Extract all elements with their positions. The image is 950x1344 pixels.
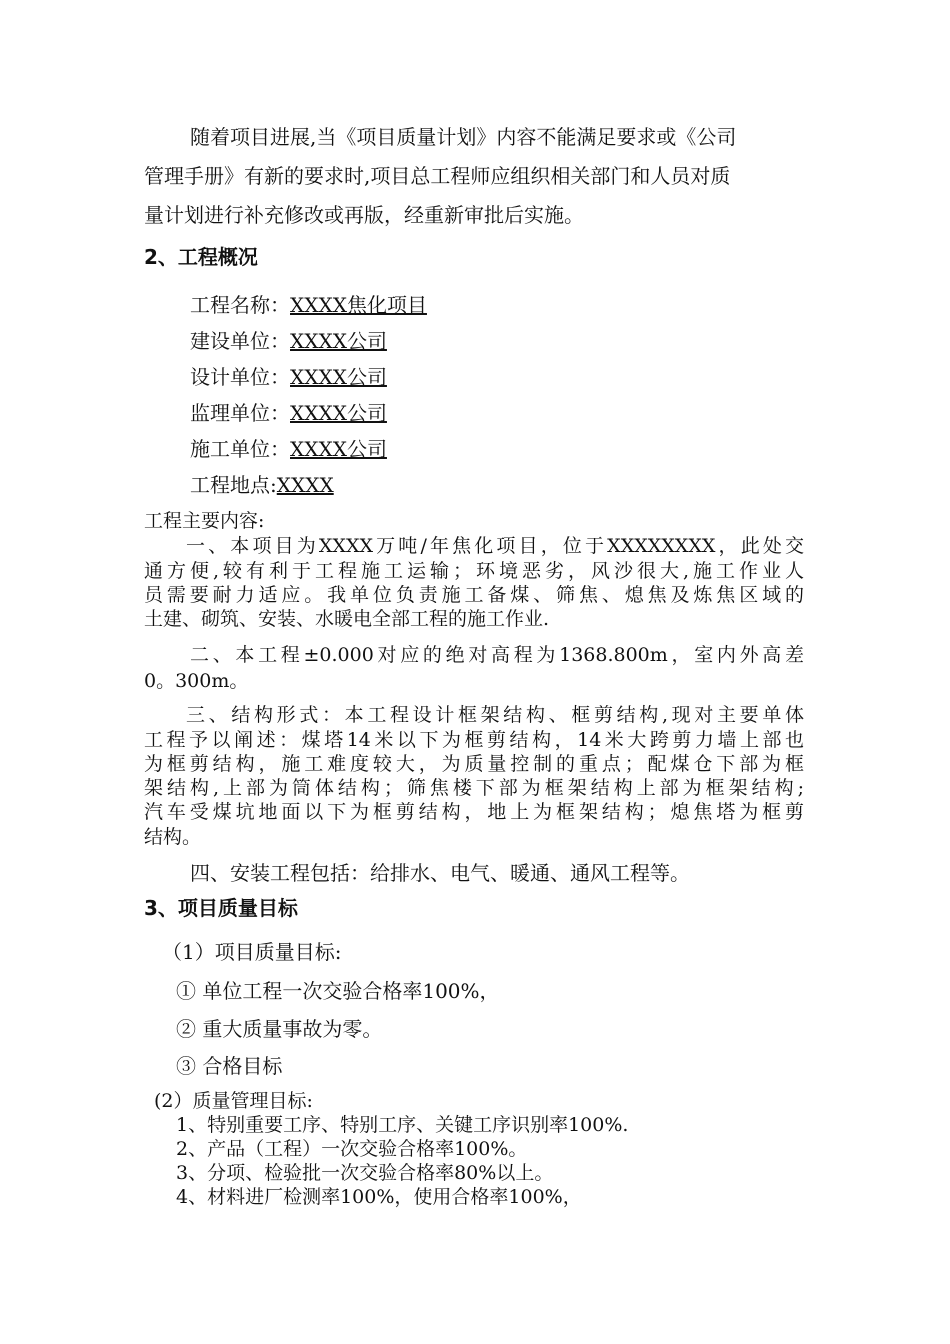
field-project-name — [190, 292, 427, 318]
paragraph-2-line-1: 二、本工程±0.000对应的绝对高程为1368.800m，室内外高差 — [190, 644, 804, 666]
field-value: XXXX公司 — [290, 365, 387, 389]
paragraph-1-line-3: 员需要耐力适应。我单位负责施工备煤、筛焦、熄焦及炼焦区域的 — [144, 584, 804, 606]
quality-target-item-1: ① 单位工程一次交验合格率100%， — [176, 979, 500, 1003]
field-contractor — [190, 436, 387, 462]
field-label: 监理单位： — [190, 401, 290, 425]
management-target-item-3: 3、分项、检验批一次交验合格率80%以上。 — [176, 1162, 554, 1184]
field-value: XXXX — [276, 473, 334, 497]
paragraph-1-line-4: 土建、砌筑、安装、水暖电全部工程的施工作业. — [144, 608, 550, 630]
field-owner — [190, 328, 387, 354]
quality-target-title: （1）项目质量目标: — [162, 940, 342, 964]
field-supervisor — [190, 400, 387, 426]
field-label: 工程地点: — [190, 473, 277, 497]
paragraph-1-line-1: 一、本项目为XXXX万吨/年焦化项目，位于XXXXXXXX，此处交 — [186, 535, 804, 557]
management-target-title: (2）质量管理目标: — [154, 1090, 313, 1112]
paragraph-3-line-6: 结构。 — [144, 826, 202, 848]
paragraph-2-line-2: 0。300m。 — [144, 670, 249, 692]
field-label: 建设单位： — [190, 329, 290, 353]
management-target-item-2: 2、产品（工程）一次交验合格率100%。 — [176, 1138, 528, 1160]
field-label: 施工单位： — [190, 437, 290, 461]
paragraph-3-line-3: 为框剪结构，施工难度较大，为质量控制的重点；配煤仓下部为框 — [144, 753, 804, 775]
section-2-heading: 2、工程概况 — [144, 245, 258, 269]
paragraph-3-line-2: 工程予以阐述：煤塔14米以下为框剪结构，14米大跨剪力墙上部也 — [144, 729, 804, 751]
intro-line-1: 随着项目进展,当《项目质量计划》内容不能满足要求或《公司 — [190, 125, 737, 149]
intro-line-2: 管理手册》有新的要求时,项目总工程师应组织相关部门和人员对质 — [144, 164, 731, 188]
field-location — [190, 472, 334, 498]
quality-target-item-3: ③ 合格目标 — [176, 1054, 283, 1078]
main-content-label: 工程主要内容: — [144, 510, 265, 532]
paragraph-1-line-2: 通方便,较有利于工程施工运输；环境恶劣，风沙很大,施工作业人 — [144, 560, 804, 582]
intro-line-3: 量计划进行补充修改或再版，经重新审批后实施。 — [144, 203, 584, 227]
management-target-item-4: 4、材料进厂检测率100%，使用合格率100%， — [176, 1186, 582, 1208]
field-value: XXXX公司 — [290, 329, 387, 353]
paragraph-4: 四、安装工程包括：给排水、电气、暖通、通风工程等。 — [190, 861, 690, 885]
management-target-item-1: 1、特别重要工序、特别工序、关键工序识别率100%. — [176, 1114, 629, 1136]
paragraph-3-line-1: 三、结构形式：本工程设计框架结构、框剪结构,现对主要单体 — [186, 704, 804, 726]
field-label: 设计单位： — [190, 365, 290, 389]
field-label: 工程名称： — [190, 293, 290, 317]
section-3-heading: 3、项目质量目标 — [144, 896, 298, 920]
field-value: XXXX公司 — [290, 401, 387, 425]
paragraph-3-line-5: 汽车受煤坑地面以下为框剪结构，地上为框架结构；熄焦塔为框剪 — [144, 801, 804, 823]
quality-target-item-2: ② 重大质量事故为零。 — [176, 1017, 383, 1041]
field-value: XXXX公司 — [290, 437, 387, 461]
field-designer — [190, 364, 387, 390]
paragraph-3-line-4: 架结构,上部为筒体结构；筛焦楼下部为框架结构上部为框架结构; — [144, 777, 804, 799]
field-value: XXXX焦化项目 — [290, 293, 427, 317]
